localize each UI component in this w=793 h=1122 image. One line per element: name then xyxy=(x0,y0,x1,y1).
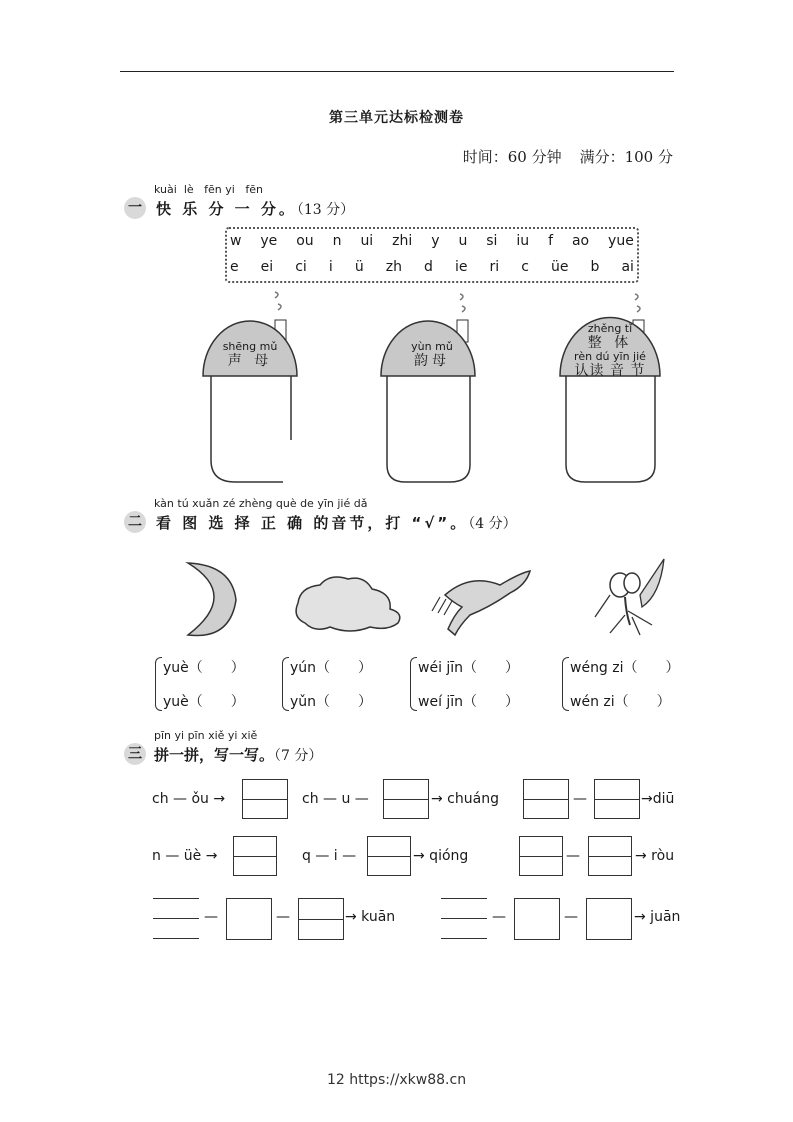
letter: üe xyxy=(550,259,569,275)
mosquito-picture xyxy=(595,559,664,635)
choice-option[interactable]: wén zi（ ） xyxy=(570,694,671,710)
write-box[interactable] xyxy=(523,779,569,819)
scarf-picture xyxy=(432,571,530,635)
letter: ui xyxy=(360,233,374,249)
pinyin-fen: fēn xyxy=(204,183,222,196)
letter: ai xyxy=(621,259,634,275)
write-line[interactable] xyxy=(153,898,199,899)
top-rule xyxy=(120,71,674,72)
write-box[interactable] xyxy=(367,836,411,876)
section2-pinyin: kàn tú xuǎn zé zhèng què de yīn jié dǎ xyxy=(154,497,368,510)
exercise-text: → chuáng xyxy=(431,791,499,807)
letter: b xyxy=(590,259,600,275)
choice-group-cloud xyxy=(290,651,372,719)
write-box[interactable] xyxy=(233,836,277,876)
choice-option[interactable]: yuè（ ） xyxy=(163,660,245,676)
moon-picture xyxy=(188,563,236,636)
house-pinyin: shēng mǔ xyxy=(222,340,278,353)
exercise-text: — xyxy=(204,909,218,925)
write-box[interactable] xyxy=(226,898,272,940)
section3-pinyin: pīn yi pīn xiě yi xiě xyxy=(154,729,258,742)
pictures-row xyxy=(170,555,670,645)
write-box[interactable] xyxy=(514,898,560,940)
section3-points: （7 分） xyxy=(274,748,323,764)
section1-heading xyxy=(156,198,354,219)
letter: ye xyxy=(260,233,278,249)
house-hanzi: 声 母 xyxy=(227,353,273,369)
choice-option[interactable]: yuè（ ） xyxy=(163,694,245,710)
exercise-text: → kuān xyxy=(345,909,396,925)
section2-number: 二 xyxy=(124,511,146,533)
brace xyxy=(562,657,569,711)
exercise-text: n — üè → xyxy=(152,848,218,864)
letter: ie xyxy=(454,259,468,275)
page-title: 第三单元达标检测卷 xyxy=(329,110,464,126)
house-yunmu xyxy=(381,294,475,482)
choice-option[interactable]: wéng zi（ ） xyxy=(570,660,680,676)
choice-option[interactable]: yǔn（ ） xyxy=(290,694,373,710)
house-pinyin: zhěng tǐ xyxy=(587,322,633,335)
choice-option[interactable]: weí jīn（ ） xyxy=(418,694,520,710)
brace xyxy=(282,657,289,711)
letter: w xyxy=(230,233,242,249)
choice-group-scarf xyxy=(418,651,519,719)
exercise-text: — xyxy=(492,909,506,925)
write-box[interactable] xyxy=(242,779,288,819)
choice-group-moon xyxy=(163,651,245,719)
letter: si xyxy=(486,233,498,249)
letter: ri xyxy=(489,259,500,275)
exercise-text: — xyxy=(564,909,578,925)
letter-row-1 xyxy=(230,233,634,249)
write-box[interactable] xyxy=(586,898,632,940)
write-box[interactable] xyxy=(594,779,640,819)
pinyin-kuai: kuài xyxy=(154,183,177,196)
write-line[interactable] xyxy=(441,938,487,939)
full-score: 满分：100 分 xyxy=(579,148,673,166)
brace xyxy=(410,657,417,711)
section2-heading xyxy=(156,512,517,533)
house-label-yunmu xyxy=(372,341,492,369)
exam-meta xyxy=(463,146,673,167)
letter: ou xyxy=(296,233,314,249)
house-pinyin: yùn mǔ xyxy=(411,340,453,353)
exercise-text: →diū xyxy=(641,791,675,807)
houses-illustration xyxy=(195,290,675,490)
letter: ü xyxy=(354,259,364,275)
write-box[interactable] xyxy=(519,836,563,876)
exercise-text: → qióng xyxy=(413,848,469,864)
letter: n xyxy=(332,233,342,249)
exercise-text: q — i — xyxy=(302,848,357,864)
section1-pinyin xyxy=(154,183,263,196)
letter: ci xyxy=(295,259,307,275)
pinyin-yi: yi xyxy=(225,183,235,196)
section2-heading-text: 看 图 选 择 正 确 的音节，打 “√”。 xyxy=(156,514,469,532)
house-hanzi: 韵母 xyxy=(414,353,450,369)
choice-option[interactable]: wéi jīn（ ） xyxy=(418,660,520,676)
letter-box xyxy=(225,227,639,283)
section2-points: （4 分） xyxy=(468,516,517,532)
house-hanzi: 认读 音 节 xyxy=(574,363,646,379)
letter: u xyxy=(458,233,468,249)
section3-heading-text: 拼一拼，写一写。 xyxy=(154,746,275,764)
letter: i xyxy=(328,259,333,275)
exercise-text: — xyxy=(573,791,587,807)
section3-heading xyxy=(154,744,322,765)
write-line[interactable] xyxy=(441,918,487,919)
letter: c xyxy=(521,259,529,275)
pinyin-le: lè xyxy=(183,183,194,196)
exercise-text: → juān xyxy=(634,909,681,925)
time-limit: 时间：60 分钟 xyxy=(462,148,562,166)
house-label-zhengti xyxy=(550,323,670,379)
section3-number: 三 xyxy=(124,743,146,765)
write-line[interactable] xyxy=(153,938,199,939)
cloud-picture xyxy=(296,577,400,631)
house-shengmu xyxy=(203,292,297,482)
house-hanzi: 整 体 xyxy=(587,335,633,351)
exercise-text: ch — ǒu → xyxy=(152,791,226,807)
letter: f xyxy=(548,233,554,249)
section1-number: 一 xyxy=(124,197,146,219)
page-footer: 12 https://xkw88.cn xyxy=(326,1072,467,1088)
house-pinyin: rèn dú yīn jié xyxy=(574,350,646,363)
write-box[interactable] xyxy=(383,779,429,819)
write-line[interactable] xyxy=(153,918,199,919)
letter: zhi xyxy=(392,233,413,249)
choice-option[interactable]: yún（ ） xyxy=(290,660,373,676)
brace xyxy=(155,657,162,711)
section1-points: （13 分） xyxy=(296,202,355,218)
exercise-text: → ròu xyxy=(635,848,675,864)
section1-heading-text: 快 乐 分 一 分。 xyxy=(156,200,297,218)
write-line[interactable] xyxy=(441,898,487,899)
letter: e xyxy=(230,259,239,275)
write-box[interactable] xyxy=(588,836,632,876)
exercise-text: ch — u — xyxy=(302,791,369,807)
choice-group-mosquito xyxy=(570,651,680,719)
house-label-shengmu xyxy=(190,341,310,369)
letter: zh xyxy=(385,259,402,275)
letter: ei xyxy=(260,259,274,275)
exercise-text: — xyxy=(566,848,580,864)
pinyin-fen2: fēn xyxy=(245,183,263,196)
write-box[interactable] xyxy=(298,898,344,940)
letter: d xyxy=(424,259,433,275)
exercise-text: — xyxy=(276,909,290,925)
letter: ao xyxy=(571,233,590,249)
letter: y xyxy=(431,233,440,249)
letter: iu xyxy=(516,233,530,249)
letter-row-2 xyxy=(230,259,634,275)
letter: yue xyxy=(608,233,634,249)
